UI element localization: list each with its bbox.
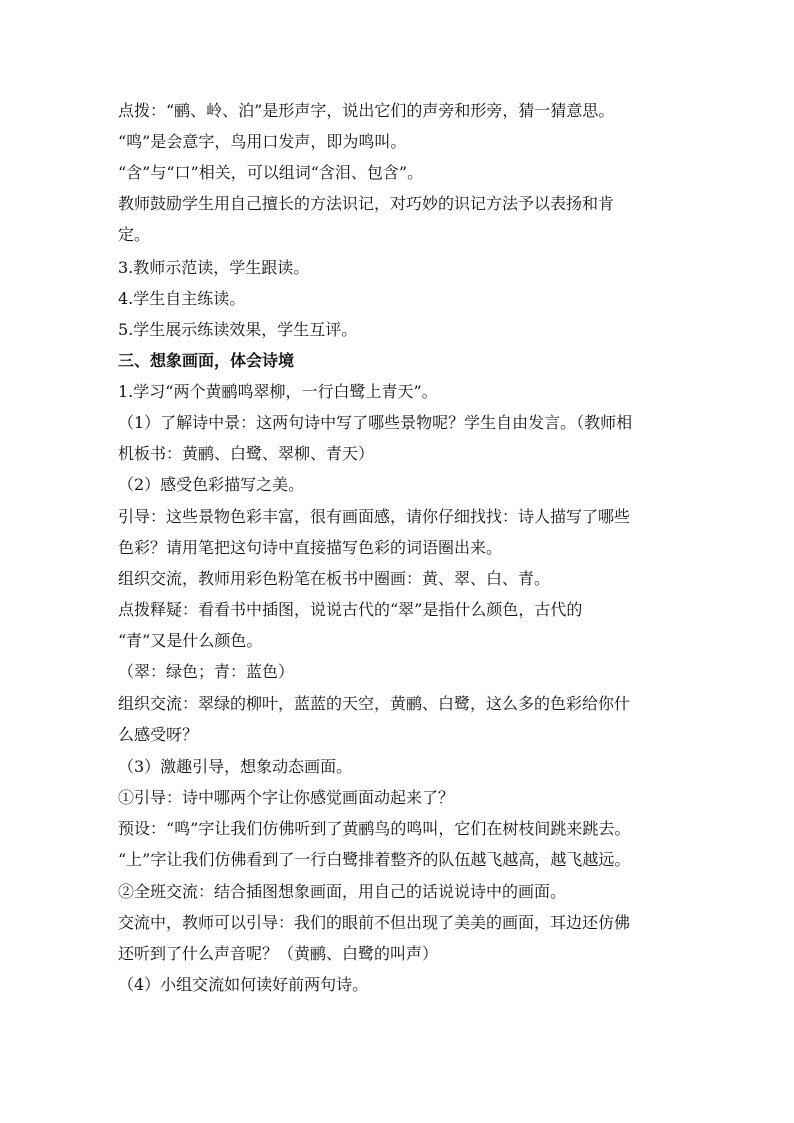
text-line: 3.教师示范读，学生跟读。 (118, 258, 310, 277)
text-line: （3）激趣引导，想象动态画面。 (118, 757, 353, 776)
text-line: ①引导：诗中哪两个字让你感觉画面动起来了？ (118, 788, 455, 807)
text-line: 机板书：黄鹂、白鹭、翠柳、青天） (118, 444, 375, 463)
section-heading: 三、想象画面，体会诗境 (118, 351, 295, 370)
text-line: 点拨释疑：看看书中插图，说说古代的“翠”是指什么颜色，古代的 (118, 600, 583, 619)
text-line: ②全班交流：结合插图想象画面，用自己的话说说诗中的画面。 (118, 882, 567, 901)
text-line: 引导：这些景物色彩丰富，很有画面感，请你仔细找找：诗人描写了哪些 (118, 507, 631, 526)
text-line: 组织交流：翠绿的柳叶，蓝蓝的天空，黄鹂、白鹭，这么多的色彩给你什 (118, 694, 631, 713)
text-line: 组织交流，教师用彩色粉笔在板书中圈画：黄、翠、白、青。 (118, 569, 551, 588)
text-line: 5.学生展示练读效果，学生互评。 (118, 320, 358, 339)
text-line: 点拨：“鹂、岭、泊”是形声字，说出它们的声旁和形旁，猜一猜意思。 (118, 101, 615, 120)
text-line: “鸣”是会意字，鸟用口发声，即为鸣叫。 (118, 132, 407, 151)
text-line: 1.学习“两个黄鹂鸣翠柳，一行白鹭上青天”。 (118, 382, 438, 401)
text-line: 定。 (118, 225, 151, 244)
text-line: 教师鼓励学生用自己擅长的方法识记，对巧妙的识记方法予以表扬和肯 (118, 194, 615, 213)
text-line: 交流中，教师可以引导：我们的眼前不但出现了美美的画面，耳边还仿佛 (118, 913, 631, 932)
text-line: 还听到了什么声音呢？（黄鹂、白鹭的叫声） (118, 944, 439, 963)
text-line: “上”字让我们仿佛看到了一行白鹭排着整齐的队伍越飞越高，越飞越远。 (118, 850, 631, 869)
text-line: 4.学生自主练读。 (118, 289, 246, 308)
text-line: 么感受呀？ (118, 725, 199, 744)
text-line: （翠：绿色；青：蓝色） (118, 662, 295, 681)
text-line: （1）了解诗中景：这两句诗中写了哪些景物呢？学生自由发言。（教师相 (118, 413, 633, 432)
text-line: “青”又是什么颜色。 (118, 631, 263, 650)
text-line: “含”与“口”相关，可以组词“含泪、包含”。 (118, 163, 424, 182)
text-line: 预设：“鸣”字让我们仿佛听到了黄鹂鸟的鸣叫，它们在树枝间跳来跳去。 (118, 819, 631, 838)
text-line: （2）感受色彩描写之美。 (118, 475, 305, 494)
text-line: （4）小组交流如何读好前两句诗。 (118, 975, 369, 994)
text-line: 色彩？请用笔把这句诗中直接描写色彩的词语圈出来。 (118, 538, 503, 557)
